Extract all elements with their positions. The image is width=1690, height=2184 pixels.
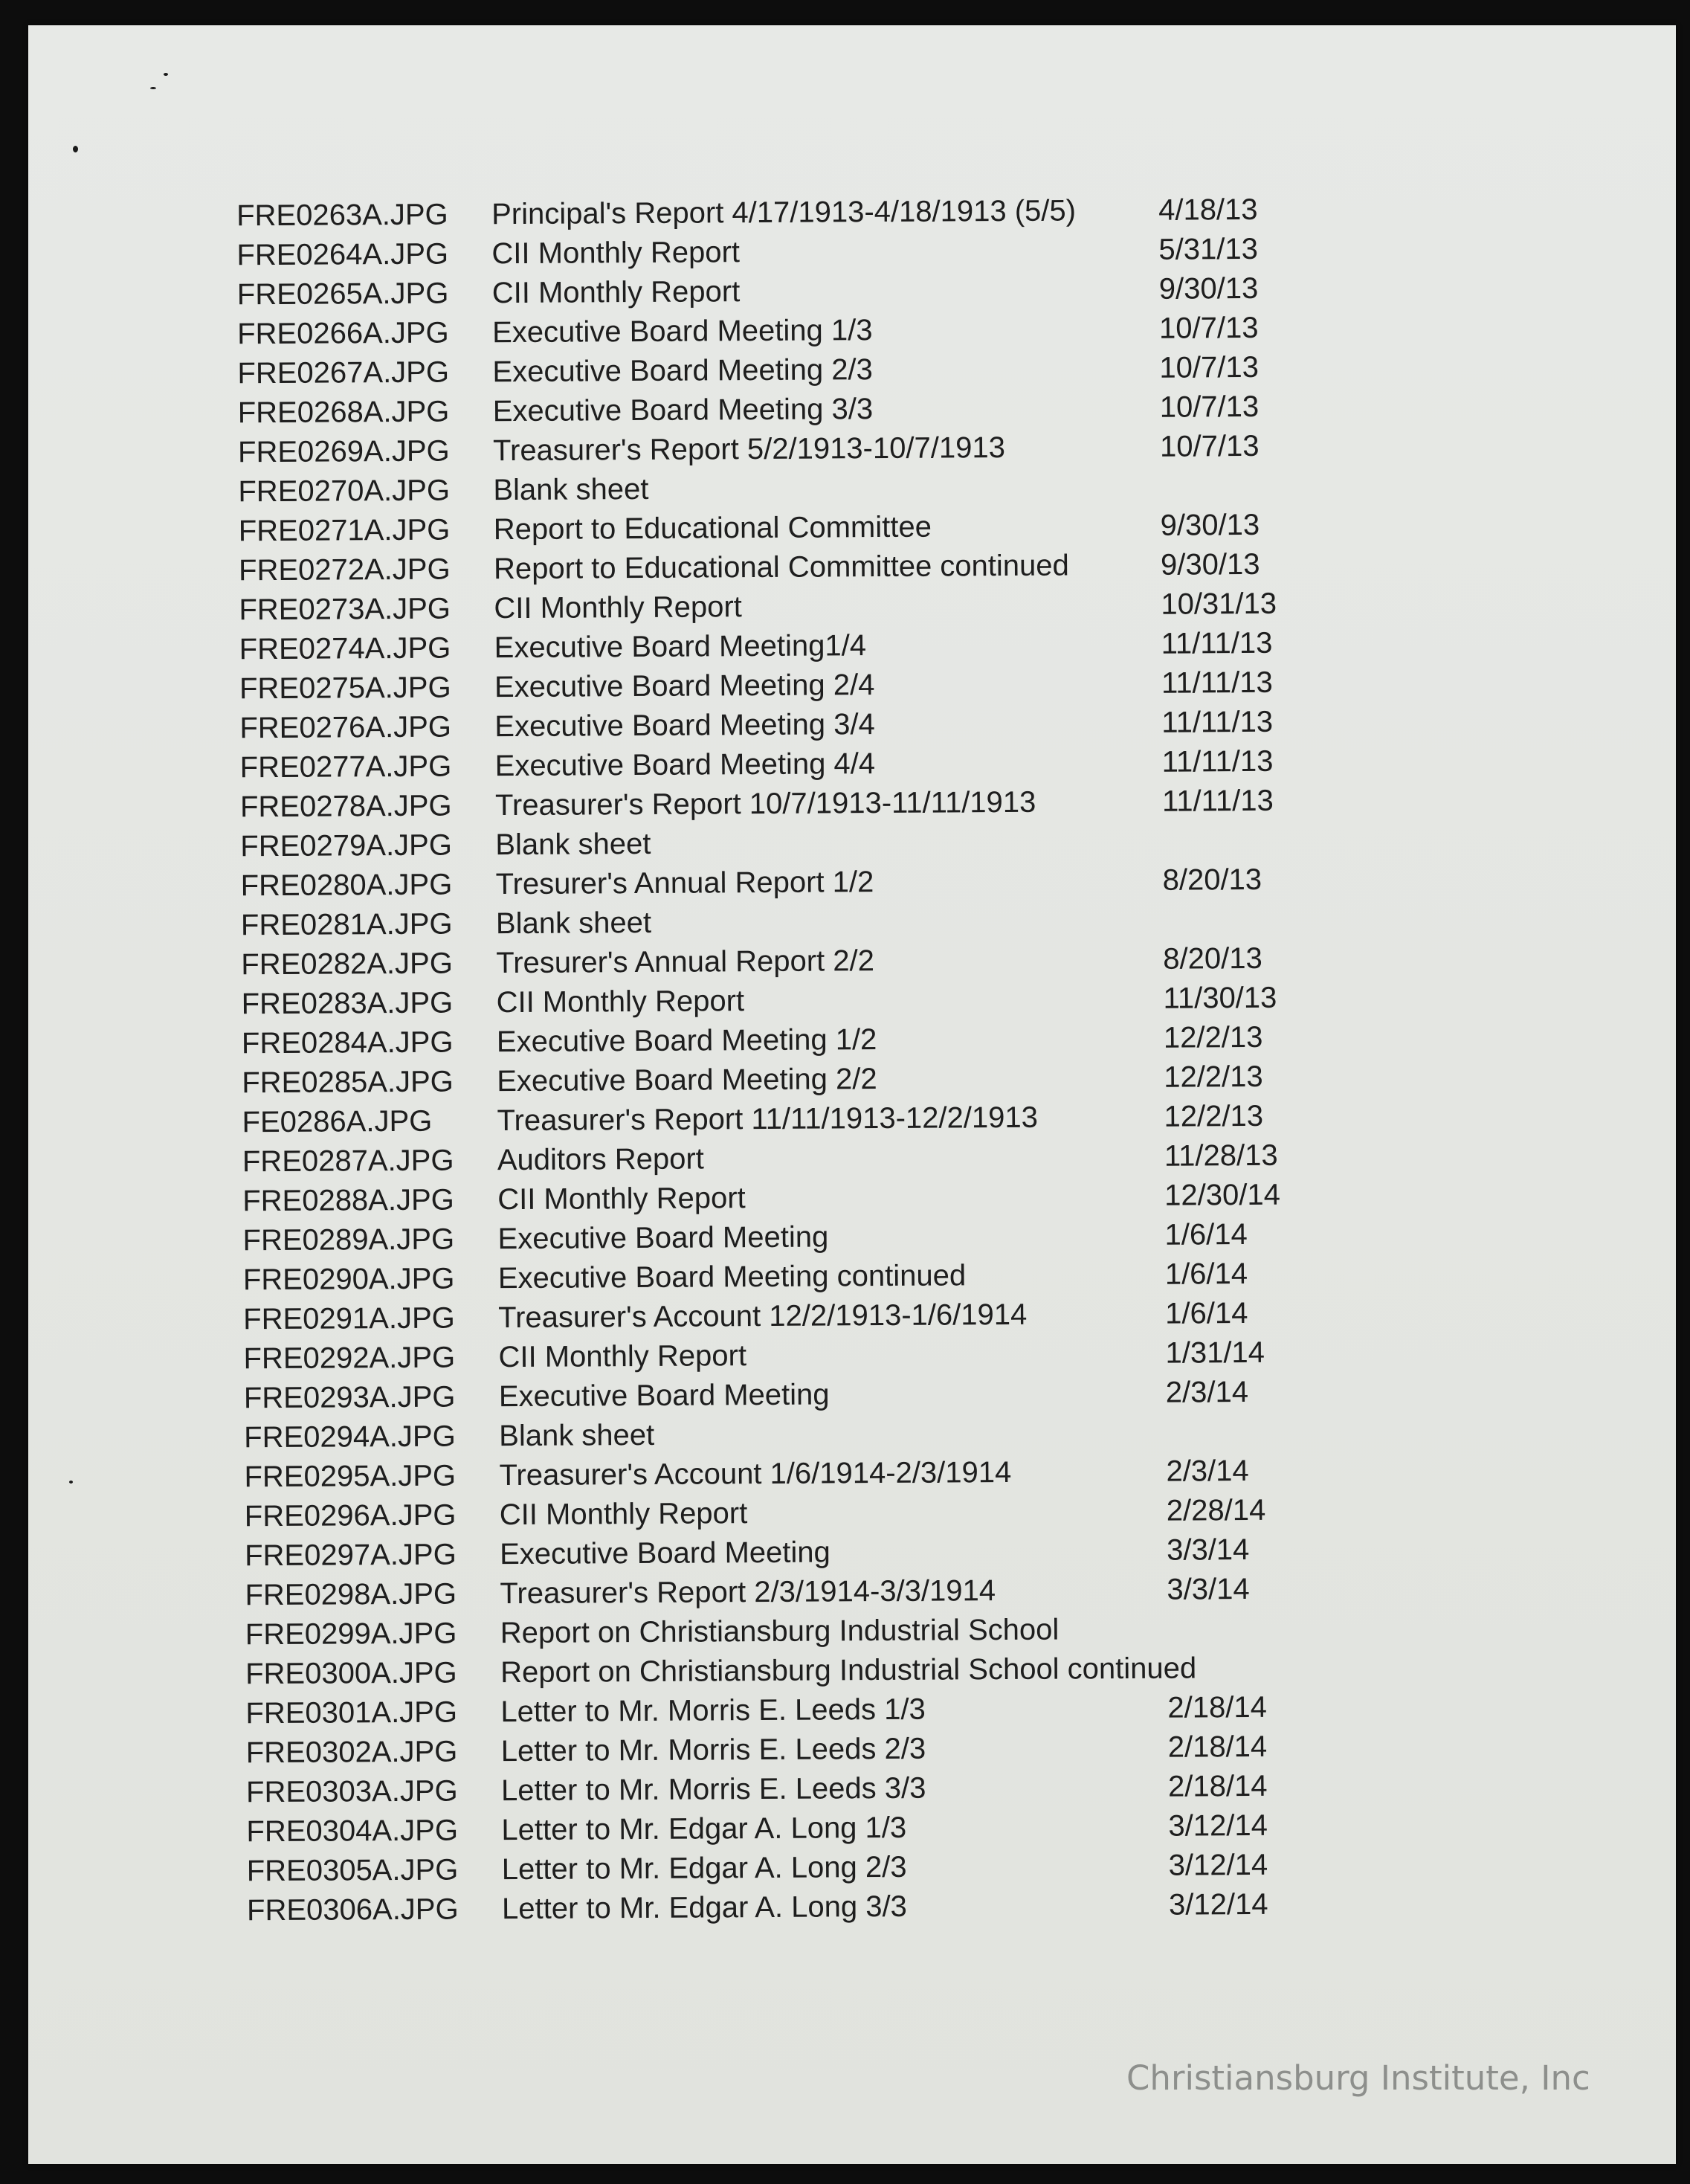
document-date: 2/18/14 — [1167, 1730, 1268, 1764]
file-name: FRE0297A.JPG — [245, 1538, 457, 1573]
file-name: FRE0280A.JPG — [240, 868, 453, 903]
file-name: FRE0277A.JPG — [239, 750, 452, 785]
document-date: 2/3/14 — [1165, 1376, 1249, 1409]
document-description: CII Monthly Report — [491, 275, 741, 310]
document-description: Report to Educational Committee — [493, 510, 932, 547]
file-name: FRE0305A.JPG — [246, 1853, 459, 1888]
file-name: FRE0290A.JPG — [242, 1262, 455, 1297]
document-date: 10/7/13 — [1158, 311, 1259, 345]
document-description: Executive Board Meeting 2/2 — [497, 1063, 877, 1098]
document-description: CII Monthly Report — [497, 1182, 746, 1217]
document-date: 2/3/14 — [1166, 1455, 1249, 1488]
document-description: Executive Board Meeting 1/2 — [496, 1023, 877, 1059]
document-description: Treasurer's Account 12/2/1913-1/6/1914 — [498, 1298, 1028, 1335]
document-description: Executive Board Meeting 2/4 — [494, 669, 875, 704]
document-date: 11/11/13 — [1161, 784, 1274, 818]
file-name: FRE0295A.JPG — [244, 1459, 457, 1494]
file-name: FRE0296A.JPG — [244, 1498, 457, 1533]
document-date: 1/6/14 — [1164, 1257, 1248, 1291]
file-name: FRE0303A.JPG — [245, 1774, 458, 1809]
document-date: 1/31/14 — [1165, 1336, 1265, 1370]
document-description: CII Monthly Report — [498, 1339, 747, 1374]
document-description: Executive Board Meeting1/4 — [494, 629, 867, 665]
document-date: 12/2/13 — [1164, 1099, 1264, 1133]
document-date: 10/7/13 — [1159, 350, 1260, 384]
file-name: FRE0271A.JPG — [238, 513, 451, 548]
document-description: Treasurer's Account 1/6/1914-2/3/1914 — [499, 1455, 1012, 1492]
file-name: FRE0265A.JPG — [236, 277, 449, 312]
document-description: Report on Christiansburg Industrial School continued — [500, 1652, 1197, 1689]
document-date: 10/7/13 — [1159, 390, 1260, 424]
document-description: Report to Educational Committee continued — [493, 549, 1069, 586]
document-date: 8/20/13 — [1163, 941, 1262, 976]
file-name: FRE0289A.JPG — [242, 1223, 455, 1257]
file-name: FRE0284A.JPG — [241, 1025, 454, 1060]
document-description: Executive Board Meeting 1/3 — [491, 314, 873, 349]
file-name: FRE0288A.JPG — [242, 1183, 454, 1218]
file-name: FRE0301A.JPG — [245, 1695, 458, 1730]
document-description: Blank sheet — [499, 1418, 655, 1453]
document-description: Blank sheet — [495, 827, 651, 862]
document-date: 11/11/13 — [1161, 744, 1274, 779]
file-name: FRE0266A.JPG — [236, 316, 449, 351]
file-name: FRE0294A.JPG — [244, 1420, 456, 1455]
document-date: 1/6/14 — [1165, 1297, 1248, 1330]
scanned-page — [28, 25, 1676, 2164]
document-description: CII Monthly Report — [496, 985, 745, 1019]
file-name: FRE0264A.JPG — [236, 237, 449, 272]
document-description: Treasurer's Report 10/7/1913-11/11/1913 — [494, 785, 1036, 822]
file-name: FRE0302A.JPG — [245, 1735, 458, 1770]
document-description: Report on Christiansburg Industrial School — [500, 1613, 1060, 1650]
file-name: FRE0275A.JPG — [239, 671, 451, 706]
document-description: Treasurer's Report 2/3/1914-3/3/1914 — [500, 1574, 996, 1611]
document-date: 11/28/13 — [1164, 1138, 1278, 1173]
document-date: 12/2/13 — [1163, 1020, 1263, 1054]
file-name: FRE0281A.JPG — [240, 907, 453, 942]
file-name: FRE0283A.JPG — [241, 986, 454, 1021]
file-index-list — [28, 187, 1686, 1931]
document-date: 4/18/13 — [1158, 193, 1258, 227]
document-description: Blank sheet — [495, 906, 652, 941]
document-description: Blank sheet — [493, 472, 649, 507]
document-description: CII Monthly Report — [491, 236, 741, 271]
document-description: Letter to Mr. Morris E. Leeds 3/3 — [500, 1771, 926, 1808]
document-description: Tresurer's Annual Report 2/2 — [496, 944, 875, 980]
document-date: 3/3/14 — [1167, 1573, 1250, 1606]
file-name: FRE0276A.JPG — [239, 710, 452, 745]
document-description: Executive Board Meeting 4/4 — [494, 747, 876, 783]
document-date: 10/7/13 — [1159, 429, 1260, 463]
page-speck — [150, 87, 156, 89]
document-date: 2/18/14 — [1167, 1690, 1268, 1724]
document-description: Letter to Mr. Morris E. Leeds 2/3 — [500, 1732, 926, 1768]
document-description: Executive Board Meeting — [497, 1220, 829, 1256]
file-name: FRE0291A.JPG — [243, 1301, 455, 1336]
document-description: Auditors Report — [497, 1142, 704, 1177]
document-date: 2/18/14 — [1167, 1769, 1268, 1803]
document-description: Executive Board Meeting 3/3 — [492, 393, 874, 428]
page-speck — [164, 73, 168, 76]
file-name: FRE0298A.JPG — [245, 1577, 457, 1612]
file-name: FRE0269A.JPG — [237, 434, 450, 469]
file-name: FRE0273A.JPG — [239, 592, 451, 627]
document-description: Executive Board Meeting — [498, 1378, 830, 1414]
document-date: 9/30/13 — [1160, 508, 1260, 542]
file-name: FRE0268A.JPG — [237, 395, 450, 430]
document-description: Executive Board Meeting 3/4 — [494, 708, 875, 744]
document-date: 3/12/14 — [1168, 1808, 1268, 1843]
document-description: Executive Board Meeting — [500, 1536, 831, 1571]
document-description: Executive Board Meeting 2/3 — [492, 353, 873, 389]
document-date: 3/3/14 — [1167, 1533, 1250, 1567]
document-date: 11/11/13 — [1161, 666, 1273, 700]
file-name: FE0286A.JPG — [242, 1104, 433, 1139]
file-name: FRE0285A.JPG — [242, 1065, 454, 1100]
document-date: 12/2/13 — [1164, 1060, 1263, 1094]
document-description: Principal's Report 4/17/1913-4/18/1913 (5/5) — [491, 194, 1077, 231]
file-name: FRE0270A.JPG — [238, 474, 451, 509]
watermark: Christiansburg Institute, Inc — [1126, 2058, 1590, 2098]
document-date: 12/30/14 — [1164, 1178, 1281, 1212]
document-date: 11/11/13 — [1161, 705, 1274, 739]
document-date: 9/30/13 — [1160, 547, 1260, 582]
file-name: FRE0300A.JPG — [245, 1656, 457, 1691]
document-description: Letter to Mr. Morris E. Leeds 1/3 — [500, 1692, 926, 1729]
file-name: FRE0299A.JPG — [245, 1617, 457, 1652]
document-description: Tresurer's Annual Report 1/2 — [495, 866, 874, 901]
file-name: FRE0279A.JPG — [240, 828, 453, 863]
document-description: CII Monthly Report — [494, 590, 742, 625]
document-date: 10/31/13 — [1161, 587, 1277, 621]
document-date: 1/6/14 — [1164, 1218, 1248, 1252]
file-name: FRE0306A.JPG — [246, 1893, 459, 1927]
file-name: FRE0263A.JPG — [236, 198, 448, 233]
document-date: 3/12/14 — [1168, 1848, 1268, 1882]
document-description: Letter to Mr. Edgar A. Long 1/3 — [501, 1811, 907, 1847]
document-date: 2/28/14 — [1166, 1493, 1266, 1527]
document-description: Executive Board Meeting continued — [497, 1259, 967, 1295]
file-name: FRE0282A.JPG — [241, 947, 454, 982]
document-description: Letter to Mr. Edgar A. Long 3/3 — [501, 1890, 907, 1926]
file-name: FRE0287A.JPG — [242, 1144, 454, 1179]
document-description: Treasurer's Report 5/2/1913-10/7/1913 — [492, 431, 1006, 468]
document-description: Treasurer's Report 11/11/1913-12/2/1913 — [497, 1101, 1039, 1138]
file-name: FRE0278A.JPG — [239, 789, 452, 824]
document-description: CII Monthly Report — [499, 1497, 748, 1532]
document-date: 9/30/13 — [1158, 271, 1259, 306]
page-speck — [73, 146, 78, 152]
file-name: FRE0267A.JPG — [237, 355, 450, 390]
file-name: FRE0274A.JPG — [239, 631, 451, 666]
file-name: FRE0272A.JPG — [238, 553, 451, 587]
document-date: 5/31/13 — [1158, 232, 1259, 266]
file-name: FRE0304A.JPG — [246, 1814, 459, 1849]
file-name: FRE0292A.JPG — [243, 1341, 456, 1376]
document-date: 11/11/13 — [1161, 626, 1273, 660]
file-name: FRE0293A.JPG — [243, 1380, 456, 1415]
document-date: 3/12/14 — [1168, 1887, 1268, 1922]
document-date: 11/30/13 — [1163, 981, 1277, 1015]
document-description: Letter to Mr. Edgar A. Long 2/3 — [501, 1850, 907, 1887]
document-date: 8/20/13 — [1162, 863, 1262, 897]
